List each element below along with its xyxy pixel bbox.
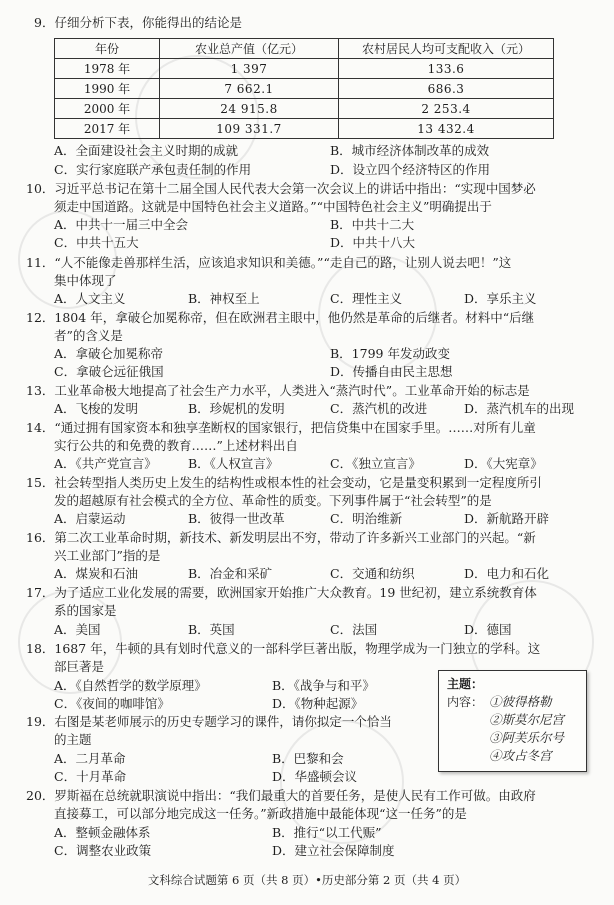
question-15-line-2: 发的超越原有社会模式的全方位、革命性的质变。下列事件属于“社会转型”的是	[54, 493, 492, 508]
table-row	[55, 79, 554, 99]
courseware-item: ④攻占冬宫	[489, 748, 552, 763]
table-cell: 1990 年	[55, 79, 160, 99]
question-17-line-1: 17．为了适应工业化发展的需要，欧洲国家开始推广大众教育。19 世纪初，建立系统教育体	[26, 585, 537, 600]
question-10-line-2: 须走中国道路。这就是中国特色社会主义道路。”“中国特色社会主义”明确提出于	[54, 199, 492, 214]
option-a: A．飞梭的发明	[54, 401, 139, 416]
courseware-title: 主题：	[447, 677, 484, 691]
option-d: D．电力和石化	[464, 566, 550, 581]
option-a: A．拿破仑加冕称帝	[54, 346, 164, 361]
option-d: D．传播自由民主思想	[330, 364, 453, 379]
table-cell: 13 432.4	[339, 119, 554, 139]
option-b: B．《人权宣言》	[188, 456, 279, 471]
table-cell: 2017 年	[55, 119, 160, 139]
option-d: D．享乐主义	[464, 291, 537, 306]
option-a: A．全面建设社会主义时期的成就	[54, 143, 239, 158]
option-b: B．推行“以工代赈”	[272, 825, 382, 840]
option-c: C．理性主义	[330, 291, 403, 306]
table-cell: 2000 年	[55, 99, 160, 119]
question-14-line-2: 实行公共的和免费的教育……”上述材料出自	[54, 438, 298, 453]
question-11-line-2: 集中体现了	[54, 273, 117, 288]
table-header: 年份	[55, 39, 160, 59]
option-c: C．法国	[330, 622, 378, 637]
courseware-item: ①彼得格勒	[489, 694, 552, 709]
question-20-line-1: 20．罗斯福在总统就职演说中指出：“我们最重大的首要任务，是使人民有工作可做。由政府	[26, 788, 536, 803]
table-cell: 1978 年	[55, 59, 160, 79]
option-c: C．《夜间的咖啡馆》	[54, 696, 170, 711]
option-d: D．新航路开辟	[464, 511, 550, 526]
option-d: D．建立社会保障制度	[272, 843, 395, 858]
option-c: C．《独立宣言》	[330, 456, 421, 471]
question-19-line-2: 的主题	[54, 732, 92, 747]
question-18-line-1: 18．1687 年，牛顿的具有划时代意义的一部科学巨著出版，物理学成为一门独立的学科。这	[26, 641, 541, 656]
question-12-line-1: 12．1804 年，拿破仑加冕称帝，但在欧洲君主眼中，他仍然是革命的后继者。材料中“后继	[26, 310, 535, 325]
courseware-box	[438, 670, 587, 772]
option-b: B．《战争与和平》	[272, 678, 375, 693]
page-footer: 文科综合试题第 6 页（共 8 页）•历史部分第 2 页（共 4 页）	[147, 873, 467, 887]
question-12-line-2: 者”的含义是	[54, 328, 123, 343]
option-b: B．冶金和采矿	[188, 566, 273, 581]
option-a: A．二月革命	[54, 751, 126, 766]
table-header: 农村居民人均可支配收入（元）	[339, 39, 554, 59]
option-c: C．调整农业政策	[54, 843, 152, 858]
option-b: B．1799 年发动政变	[330, 346, 450, 361]
option-b: B．珍妮机的发明	[188, 401, 285, 416]
table-cell: 133.6	[339, 59, 554, 79]
question-15-line-1: 15．社会转型指人类历史上发生的结构性或根本性的社会变动，它是量变积累到一定程度所引	[26, 475, 542, 490]
question-14-line-1: 14．“通过拥有国家资本和独享垄断权的国家银行，把信贷集中在国家手里。……对所有儿童	[26, 420, 536, 435]
table-row	[55, 119, 554, 139]
option-d: D．蒸汽机车的出现	[464, 401, 575, 416]
courseware-item: ③阿芙乐尔号	[489, 730, 565, 745]
option-c: C．蒸汽机的改进	[330, 401, 428, 416]
question-13-line-1: 13．工业革命极大地提高了社会生产力水平，人类进入“蒸汽时代”。工业革命开始的标志是	[26, 383, 530, 398]
option-d: D．华盛顿会议	[272, 769, 358, 784]
option-d: D．《物种起源》	[272, 696, 364, 711]
question-10-line-1: 10．习近平总书记在第十二届全国人民代表大会第一次会议上的讲话中指出：“实现中国梦必	[26, 181, 536, 196]
option-b: B．巴黎和会	[272, 751, 344, 766]
option-c: C．明治维新	[330, 511, 403, 526]
option-b: B．神权至上	[188, 291, 260, 306]
question-16-line-2: 兴工业部门”指的是	[54, 548, 161, 563]
option-d: D．中共十八大	[330, 235, 416, 250]
option-d: D．设立四个经济特区的作用	[330, 162, 491, 177]
option-a: A．启蒙运动	[54, 511, 126, 526]
table-cell: 1 397	[160, 59, 339, 79]
option-d: D．德国	[464, 622, 512, 637]
option-c: C．中共十五大	[54, 235, 139, 250]
option-c: C．拿破仑远征俄国	[54, 364, 164, 379]
table-cell: 2 253.4	[339, 99, 554, 119]
table-cell: 7 662.1	[160, 79, 339, 99]
option-a: A．人文主义	[54, 291, 126, 306]
table-row	[55, 99, 554, 119]
table-cell: 24 915.8	[160, 99, 339, 119]
option-b: B．城市经济体制改革的成效	[330, 143, 490, 158]
question-20-line-2: 直接募工，可以部分地完成这一任务。”新政措施中最能体现“这一任务”的是	[54, 806, 467, 821]
option-c: C．十月革命	[54, 769, 127, 784]
courseware-label: 内容：	[447, 695, 484, 709]
data-table	[54, 38, 554, 139]
option-a: A．中共十一届三中全会	[54, 217, 189, 232]
table-cell: 686.3	[339, 79, 554, 99]
option-b: B．中共十二大	[330, 217, 415, 232]
option-a: A．整顿金融体系	[54, 825, 151, 840]
question-9-stem: 9．仔细分析下表，你能得出的结论是	[34, 15, 242, 30]
table-header: 农业总产值（亿元）	[160, 39, 339, 59]
option-b: B．彼得一世改革	[188, 511, 285, 526]
courseware-item: ②斯莫尔尼宫	[489, 712, 565, 727]
option-c: C．实行家庭联产承包责任制的作用	[54, 162, 252, 177]
table-header-row	[55, 39, 554, 59]
option-a: A．《共产党宣言》	[54, 456, 157, 471]
table-cell: 109 331.7	[160, 119, 339, 139]
option-a: A．《自然哲学的数学原理》	[54, 678, 207, 693]
question-18-line-2: 部巨著是	[54, 659, 105, 674]
option-a: A．煤炭和石油	[54, 566, 139, 581]
table-row	[55, 59, 554, 79]
question-11-line-1: 11．“人不能像走兽那样生活，应该追求知识和美德。”“走自己的路，让别人说去吧！”这	[26, 255, 512, 270]
option-c: C．交通和纺织	[330, 566, 415, 581]
question-17-line-2: 系的国家是	[54, 603, 117, 618]
option-d: D．《大宪章》	[464, 456, 543, 471]
question-19-line-1: 19．右图是某老师展示的历史专题学习的课件，请你拟定一个恰当	[26, 714, 392, 729]
question-16-line-1: 16．第二次工业革命时期，新技术、新发明层出不穷，带动了许多新兴工业部门的兴起。“新	[26, 530, 536, 545]
option-a: A．美国	[54, 622, 101, 637]
option-b: B．英国	[188, 622, 235, 637]
